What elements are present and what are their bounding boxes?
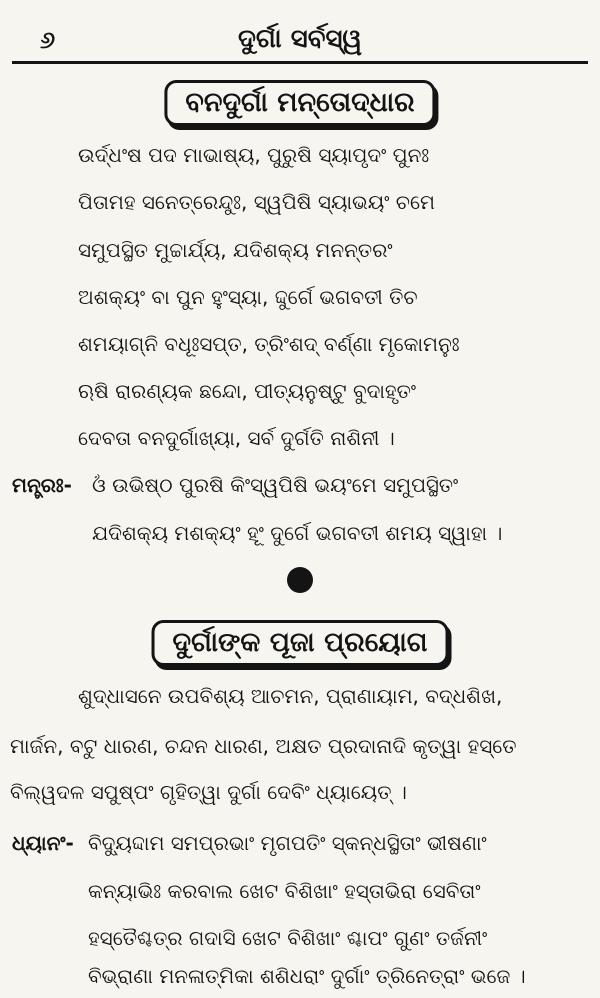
dhyana-line: ବିଭ୍ରାଣା ମନଳାତ୍ମିକା ଶଶିଧରାଂ ଦୁର୍ଗାଂ ତ୍ରିନେତ୍ରାଂ ଭଜେ । bbox=[88, 964, 526, 988]
dhyana-line: ହସ୍ତୈଶ୍ଚତ୍ର ଗଦାସି ଖେଟ ବିଶିଖାଂ ଶ୍ଚାପଂ ଗୁଣଂ ତର୍ଜନୀଂ bbox=[88, 926, 488, 950]
verse-line: ଅଶକ୍ୟଂ ବା ପୁନ ହୁଂସ୍ୟା, ଦ୍ଦୁର୍ଗେ ଭଗବତୀ ତିଚ bbox=[78, 285, 418, 309]
dhyana-line: କନ୍ୟାଭିଃ କରବାଲ ଖେଟ ବିଶିଖାଂ ହସ୍ତାଭିରା ସେବିତାଂ bbox=[88, 879, 481, 903]
section-divider-bullet bbox=[287, 567, 313, 593]
verse-line: ପିତାମହ ସନେତ୍ରେନ୍ଦୁଃ, ସ୍ୱପିଷି ସ୍ୟାଭୟଂ ଚମେ bbox=[78, 190, 435, 214]
dhyana-line: ବିଦ୍ୟୁଦ୍ଦାମ ସମପ୍ରଭାଂ ମୃଗପତିଂ ସ୍କନ୍ଧସ୍ଥିତାଂ ଭୀଷଣାଂ bbox=[88, 831, 487, 855]
verse-line: ଶମୟାଗ୍ନି ବଧୂଃସପ୍ତ, ତ୍ରିଂଶଦ୍ ବର୍ଣ୍ଣା ମୃକୋମନୁଃ bbox=[78, 332, 460, 356]
prose-line: ବିଲ୍ୱଦଳ ସପୁଷ୍ପଂ ଗୃହିତ୍ୱା ଦୁର୍ଗା ଦେବିଂ ଧ୍ୟାୟେତ୍ । bbox=[10, 780, 407, 804]
dhyana-label: ଧ୍ୟାନଂ- bbox=[12, 831, 74, 855]
mantra-line: ଓଁ ଉଭିଷ୍ଠ ପୁରଷି କିଂସ୍ୱପିଷି ଭୟଂମେ ସମୁପସ୍ଥିତଂ bbox=[92, 473, 459, 497]
verse-line: ଉର୍ଦ୍ଧଂଷ ପଦ ମାଭାଷ୍ୟ, ପୁରୁଷି ସ୍ୟାପୃଦଂ ପୁନଃ bbox=[78, 143, 430, 167]
header-rule bbox=[12, 61, 588, 64]
prose-line: ଶୁଦ୍ଧାସନେ ଉପବିଶ୍ୟ ଆଚମନ, ପ୍ରାଣାୟାମ, ବଦ୍ଧଶିଖ, bbox=[78, 684, 503, 708]
prose-line: ମାର୍ଜନ, ବଟୁ ଧାରଣ, ଚନ୍ଦନ ଧାରଣ, ଅକ୍ଷତ ପ୍ରଦାନାଦି କୃତ୍ୱା ହସ୍ତେ bbox=[10, 734, 517, 758]
mantra-label: ମନ୍ତ୍ରଃ- bbox=[12, 473, 72, 497]
verse-line: ସମୁପସ୍ଥିତ ମୁଚ୍ଚାର୍ଯ୍ୟ, ଯଦିଶକ୍ୟ ମନନ୍ତରଂ bbox=[78, 238, 393, 262]
page-number: ୬ bbox=[40, 26, 56, 54]
mantra-line: ଯଦିଶକ୍ୟ ମଶକ୍ୟଂ ହୂଂ ଦୁର୍ଗେ ଭଗବତୀ ଶମୟ ସ୍ୱାହା । bbox=[92, 521, 503, 545]
section-title-vanadurga: ବନଦୁର୍ଗା ମନ୍ତୋଦ୍ଧାର bbox=[164, 80, 435, 126]
running-title: ଦୁର୍ଗା ସର୍ବସ୍ୱ bbox=[237, 24, 363, 54]
page-header bbox=[0, 0, 600, 62]
verse-line: ଦେବତା ବନଦୁର୍ଗାଖ୍ୟା, ସର୍ବ ଦୁର୍ଗତି ନାଶିନୀ । bbox=[78, 426, 395, 450]
verse-line: ଋଷି ରାରଣ୍ୟକ ଛନ୍ଦୋ, ପୀତ୍ୟନୁଷ୍ଟୁ ବୁଦାହୃତଂ bbox=[78, 379, 416, 403]
section-title-durga-puja: ଦୁର୍ଗାଙ୍କ ପୂଜା ପ୍ରୟୋଗ bbox=[152, 620, 449, 666]
